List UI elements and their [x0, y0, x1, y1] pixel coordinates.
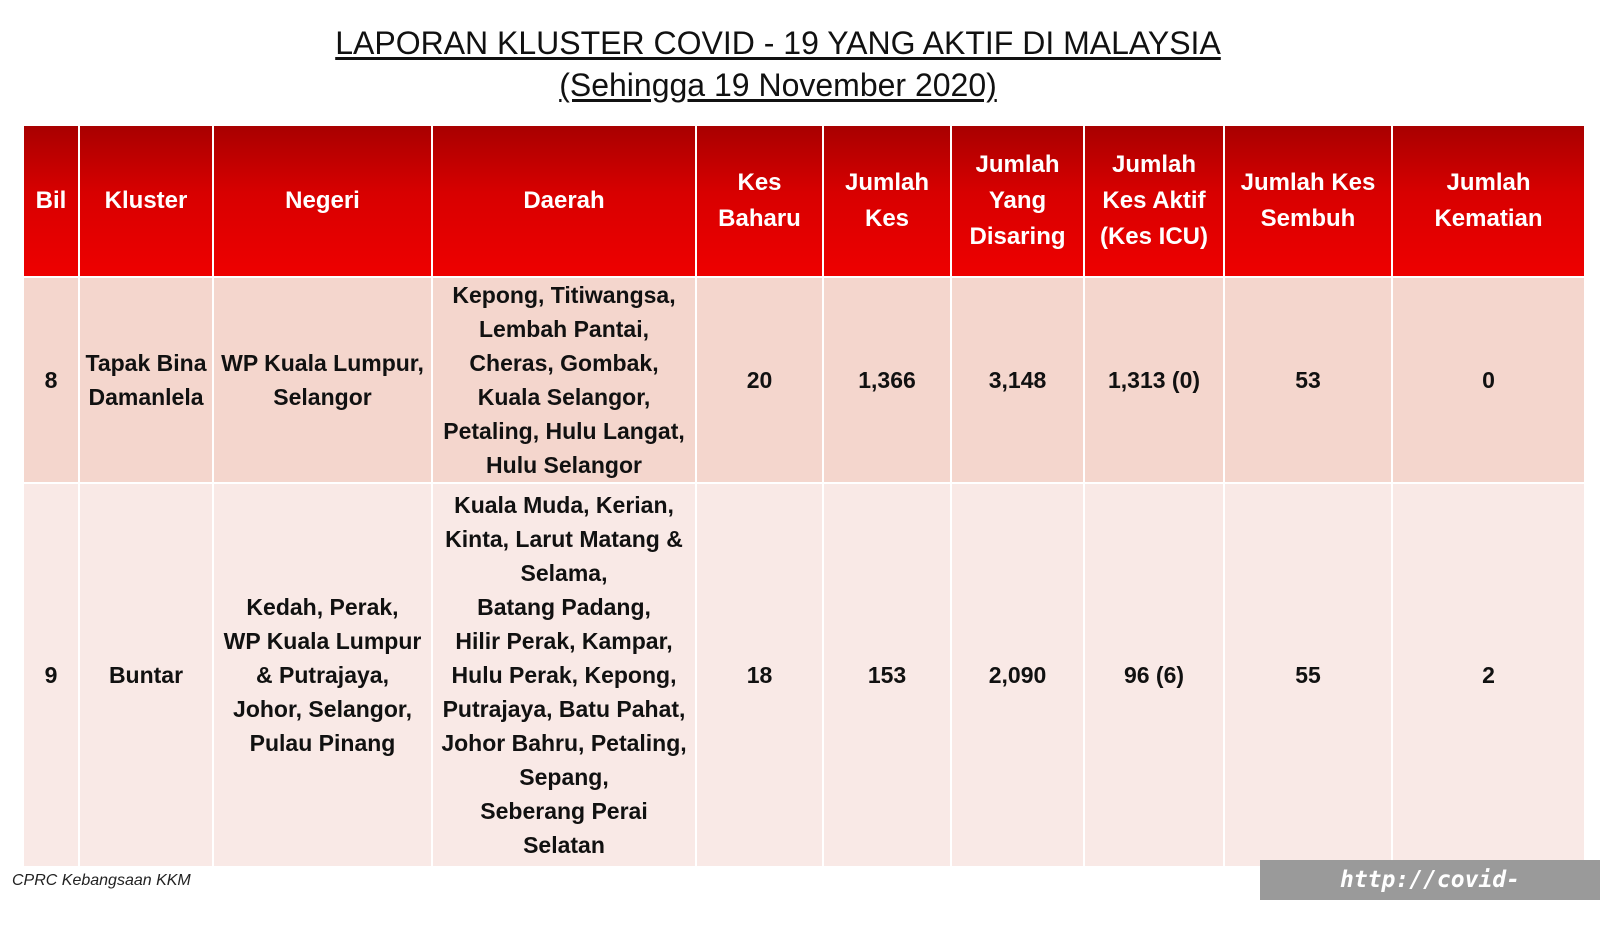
cell-sembuh: 55	[1224, 483, 1392, 867]
cell-jumlah-disaring: 3,148	[951, 277, 1084, 483]
header-kematian: Jumlah Kematian	[1392, 125, 1585, 277]
header-bil: Bil	[23, 125, 79, 277]
cell-kluster: Tapak Bina Damanlela	[79, 277, 213, 483]
header-daerah: Daerah	[432, 125, 696, 277]
report-title	[0, 22, 1556, 106]
cell-kematian: 0	[1392, 277, 1585, 483]
header-jumlah-disaring: Jumlah Yang Disaring	[951, 125, 1084, 277]
table-row	[23, 483, 1585, 867]
cell-sembuh: 53	[1224, 277, 1392, 483]
cluster-table	[22, 124, 1586, 868]
cell-kematian: 2	[1392, 483, 1585, 867]
cell-kluster: Buntar	[79, 483, 213, 867]
cell-kes-baharu: 18	[696, 483, 823, 867]
source-label: CPRC Kebangsaan KKM	[12, 872, 191, 889]
cell-negeri: Kedah, Perak, WP Kuala Lumpur & Putrajaya, Johor, Selangor, Pulau Pinang	[213, 483, 432, 867]
cell-jumlah-kes: 1,366	[823, 277, 951, 483]
header-kes-aktif: Jumlah Kes Aktif (Kes ICU)	[1084, 125, 1224, 277]
cell-daerah: Kuala Muda, Kerian, Kinta, Larut Matang & Selama, Batang Padang, Hilir Perak, Kampar, Hulu Perak, Kepong, Putrajaya, Batu Pahat, Johor Bahru, Petaling, Sepang, Seberang Perai Selatan	[432, 483, 696, 867]
header-negeri: Negeri	[213, 125, 432, 277]
table-header-row	[23, 125, 1585, 277]
table-row	[23, 277, 1585, 483]
header-kluster: Kluster	[79, 125, 213, 277]
cell-daerah: Kepong, Titiwangsa, Lembah Pantai, Cheras, Gombak, Kuala Selangor, Petaling, Hulu Langat, Hulu Selangor	[432, 277, 696, 483]
cell-negeri: WP Kuala Lumpur, Selangor	[213, 277, 432, 483]
cell-kes-aktif: 1,313 (0)	[1084, 277, 1224, 483]
cell-jumlah-kes: 153	[823, 483, 951, 867]
cell-kes-baharu: 20	[696, 277, 823, 483]
header-kes-baharu: Kes Baharu	[696, 125, 823, 277]
header-sembuh: Jumlah Kes Sembuh	[1224, 125, 1392, 277]
cell-kes-aktif: 96 (6)	[1084, 483, 1224, 867]
cell-bil: 9	[23, 483, 79, 867]
website-watermark: http://covid-19.moh.gov.my	[1260, 860, 1600, 900]
report-title-line2: (Sehingga 19 November 2020)	[559, 67, 997, 103]
cell-bil: 8	[23, 277, 79, 483]
cell-jumlah-disaring: 2,090	[951, 483, 1084, 867]
report-title-line1: LAPORAN KLUSTER COVID - 19 YANG AKTIF DI MALAYSIA	[335, 25, 1221, 61]
header-jumlah-kes: Jumlah Kes	[823, 125, 951, 277]
